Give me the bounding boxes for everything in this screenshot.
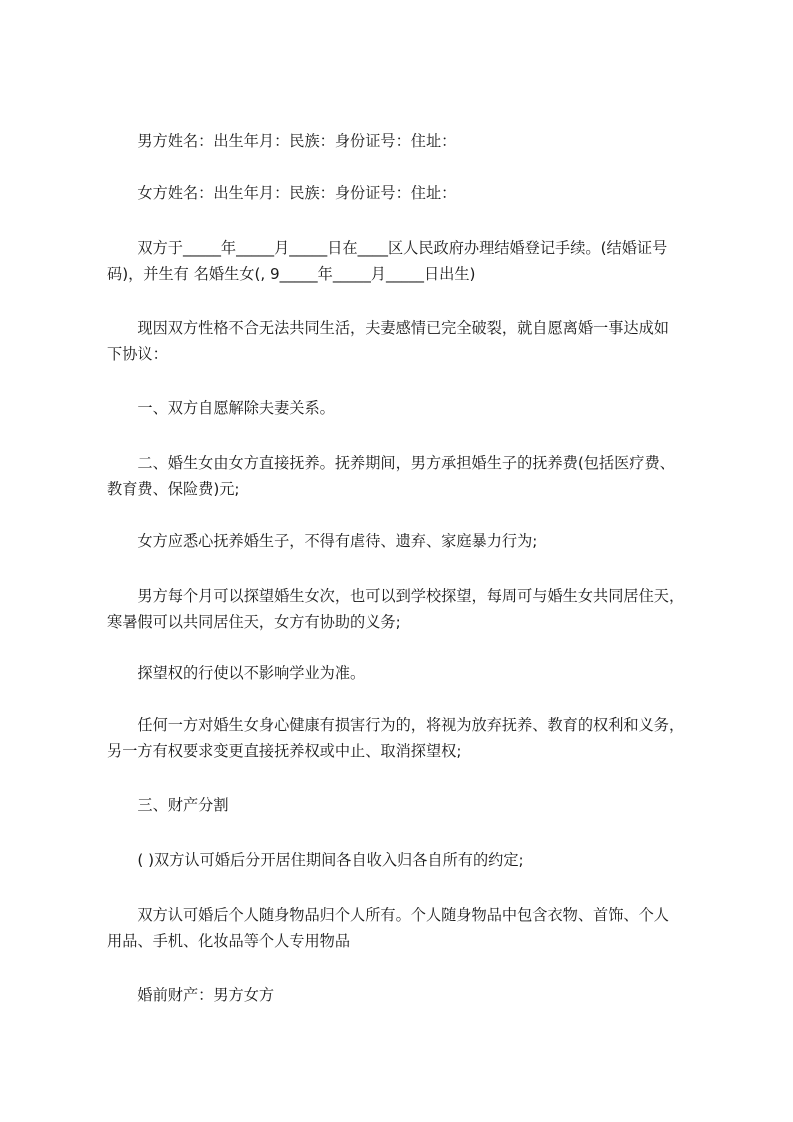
clause-3-property-heading: 三、财产分割 — [107, 796, 229, 814]
paragraph-income-agreement: ( )双方认可婚后分开居住期间各自收入归各自所有的约定; — [107, 851, 524, 869]
clause-2-custody: 二、婚生女由女方直接抚养。抚养期间，男方承担婚生子的抚养费(包括医疗费、 教育费、保险费)元; — [107, 454, 675, 498]
paragraph-visitation-limit: 探望权的行使以不影响学业为准。 — [107, 664, 366, 682]
paragraph-divorce-reason: 现因双方性格不合无法共同生活，夫妻感情已完全破裂，就自愿离婚一事达成如 下协议： — [107, 319, 669, 363]
paragraph-female-info: 女方姓名：出生年月：民族：身份证号：住址： — [107, 184, 457, 202]
clause-1-dissolve: 一、双方自愿解除夫妻关系。 — [107, 399, 335, 417]
paragraph-marriage-registration: 双方于_____年_____月_____日在____区人民政府办理结婚登记手续。(结婚证号 码)，并生有 名婚生女(, 9_____年_____月_____日出生) — [107, 239, 668, 283]
paragraph-male-info: 男方姓名：出生年月：民族：身份证号：住址： — [107, 132, 457, 150]
paragraph-premarital-property: 婚前财产：男方女方 — [107, 986, 275, 1004]
paragraph-female-duty: 女方应悉心抚养婚生子，不得有虐待、遗弃、家庭暴力行为; — [107, 532, 538, 550]
paragraph-harm-clause: 任何一方对婚生女身心健康有损害行为的，将视为放弃抚养、教育的权利和义务， 另一方有权要求变更直接抚养权或中止、取消探望权; — [107, 716, 685, 760]
paragraph-personal-items: 双方认可婚后个人随身物品归个人所有。个人随身物品中包含衣物、首饰、个人 用品、手机、化妆品等个人专用物品 — [107, 906, 669, 950]
paragraph-visitation: 男方每个月可以探望婚生女次，也可以到学校探望，每周可与婚生女共同居住天， 寒暑假可以共同居住天，女方有协助的义务; — [107, 587, 685, 631]
